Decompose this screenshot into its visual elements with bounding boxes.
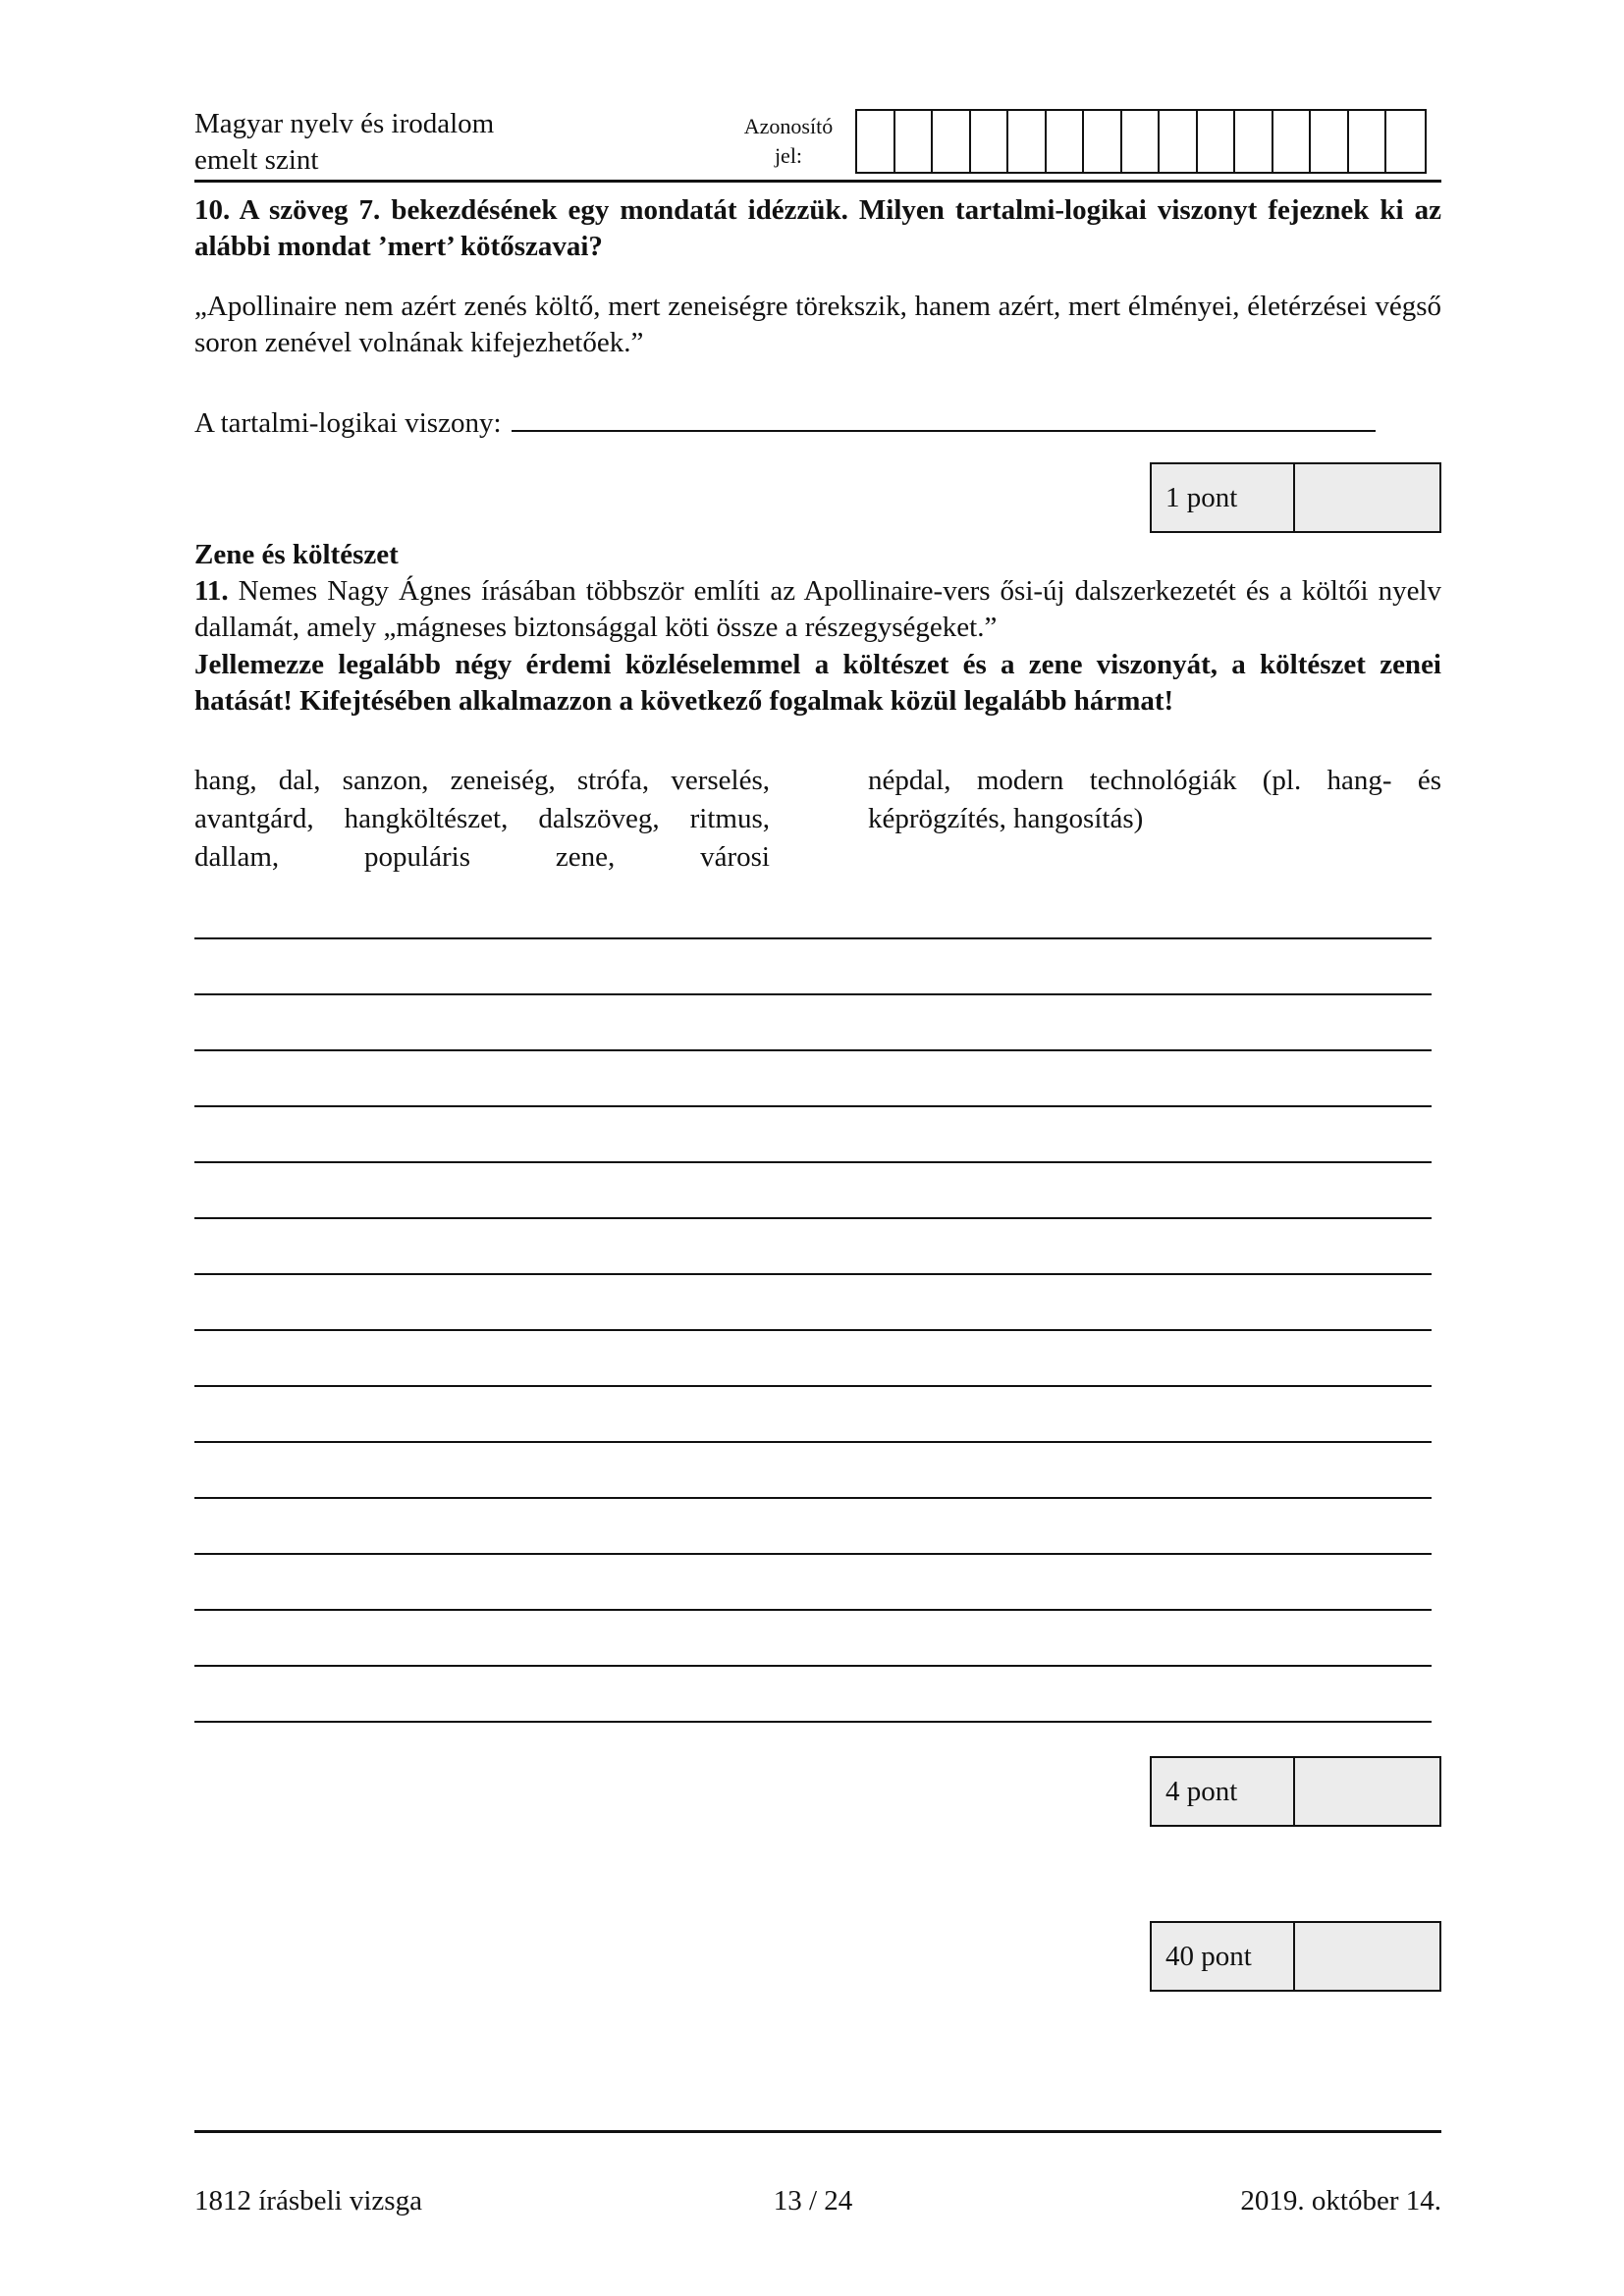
- id-cell[interactable]: [1008, 111, 1047, 172]
- footer-date: 2019. október 14.: [1240, 2185, 1441, 2216]
- answer-line[interactable]: [194, 1219, 1432, 1275]
- q11-score-label: 4 pont: [1152, 1758, 1295, 1825]
- total-score-box: [1150, 1921, 1441, 1992]
- id-cell[interactable]: [1047, 111, 1085, 172]
- answer-line[interactable]: [194, 1275, 1432, 1331]
- answer-line[interactable]: [194, 1163, 1432, 1219]
- q10-question: 10. A szöveg 7. bekezdésének egy mondatát idézzük. Milyen tartalmi-logikai viszonyt fejeznek ki az alábbi mondat ’mert’ kötőszavai?: [194, 194, 1441, 262]
- q10-score-box: [1150, 462, 1441, 533]
- answer-line[interactable]: [194, 939, 1432, 995]
- q11-number: 11.: [194, 575, 229, 607]
- id-cell[interactable]: [933, 111, 971, 172]
- q10-answer-row: [194, 405, 1441, 442]
- section-title: Zene és költészet: [194, 539, 399, 570]
- q10-score-label: 1 pont: [1152, 464, 1295, 531]
- header-level: emelt szint: [194, 144, 319, 176]
- q10-score-field[interactable]: [1295, 464, 1439, 531]
- id-cell[interactable]: [1198, 111, 1236, 172]
- q11-intro: Nemes Nagy Ágnes írásában többször említi az Apollinaire-vers ősi-új dalszerkezetét és a költői nyelv dallamát, amely „mágneses biztonsággal köti össze a részegységeket.”: [194, 575, 1441, 643]
- answer-line[interactable]: [194, 1667, 1432, 1723]
- footer-exam: 1812 írásbeli vizsga: [194, 2185, 422, 2216]
- footer-divider: [194, 2130, 1441, 2133]
- id-cell[interactable]: [1349, 111, 1387, 172]
- answer-line[interactable]: [194, 1331, 1432, 1387]
- q11-concepts-col1: hang, dal, sanzon, zeneiség, strófa, verselés, avantgárd, hangköltészet, dalszöveg, ritmus, dallam, populáris zene, városi: [194, 765, 770, 873]
- id-cell[interactable]: [1084, 111, 1122, 172]
- header-subject-block: [194, 106, 494, 179]
- answer-line[interactable]: [194, 1107, 1432, 1163]
- answer-line[interactable]: [194, 1499, 1432, 1555]
- q10-answer-line[interactable]: [512, 406, 1376, 432]
- id-cell[interactable]: [1386, 111, 1425, 172]
- q10-quote: „Apollinaire nem azért zenés költő, mert zeneiségre törekszik, hanem azért, mert élményei, életérzései végső soron zenével volnának kifejezhetőek.”: [194, 291, 1441, 358]
- answer-line[interactable]: [194, 1555, 1432, 1611]
- q11-task: Jellemezze legalább négy érdemi közléselemmel a költészet és a zene viszonyát, a költészet zenei hatását! Kifejtésében alkalmazzon a következő fogalmak közül legalább hármat!: [194, 649, 1441, 717]
- q11-score-box: [1150, 1756, 1441, 1827]
- footer-page-number: 13 / 24: [773, 2185, 853, 2216]
- id-label-line2: jel:: [774, 143, 803, 168]
- id-cell[interactable]: [1122, 111, 1161, 172]
- q11-intro-block: [194, 573, 1441, 646]
- id-label: [725, 112, 852, 171]
- id-cell[interactable]: [895, 111, 934, 172]
- answer-line[interactable]: [194, 995, 1432, 1051]
- answer-line[interactable]: [194, 1611, 1432, 1667]
- q10-answer-label: A tartalmi-logikai viszony:: [194, 407, 502, 439]
- q11-answer-lines[interactable]: [194, 937, 1432, 1723]
- id-cell[interactable]: [1311, 111, 1349, 172]
- q11-score-field[interactable]: [1295, 1758, 1439, 1825]
- answer-line[interactable]: [194, 1051, 1432, 1107]
- id-cell[interactable]: [1273, 111, 1312, 172]
- header-subject: Magyar nyelv és irodalom: [194, 108, 495, 139]
- id-code-grid[interactable]: [855, 109, 1427, 174]
- total-score-label: 40 pont: [1152, 1923, 1295, 1990]
- header-divider: [194, 180, 1441, 183]
- id-cell[interactable]: [857, 111, 895, 172]
- answer-line[interactable]: [194, 1443, 1432, 1499]
- id-cell[interactable]: [1235, 111, 1273, 172]
- answer-line[interactable]: [194, 1387, 1432, 1443]
- total-score-field[interactable]: [1295, 1923, 1439, 1990]
- q11-concepts-col2: népdal, modern technológiák (pl. hang- és képrögzítés, hangosítás): [868, 765, 1441, 834]
- id-label-line1: Azonosító: [743, 114, 834, 138]
- id-cell[interactable]: [1160, 111, 1198, 172]
- id-cell[interactable]: [971, 111, 1009, 172]
